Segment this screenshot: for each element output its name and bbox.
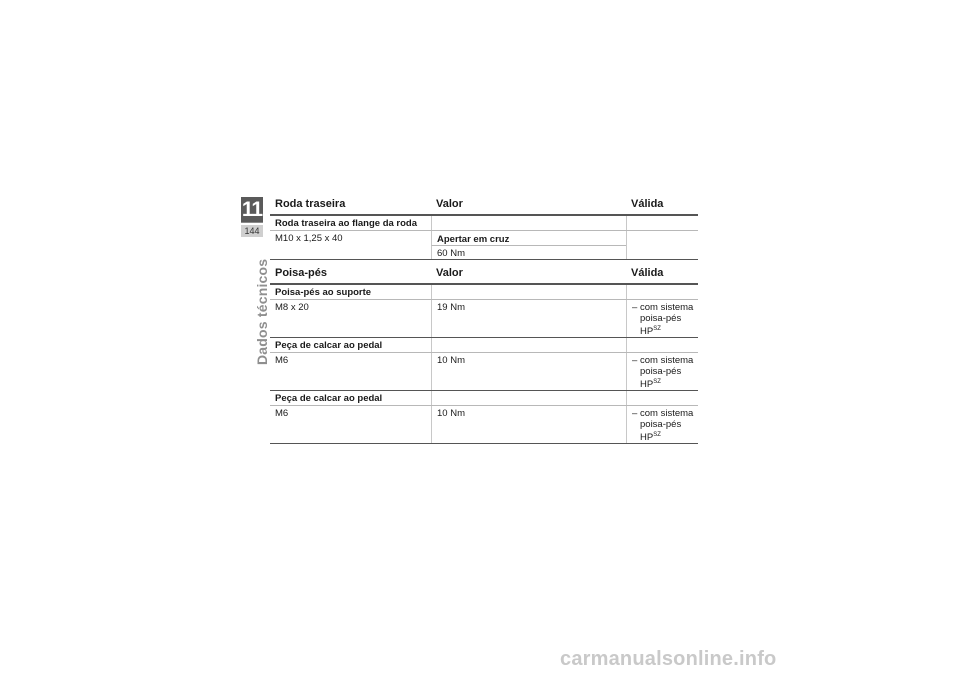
- table-row: M6 10 Nm – com sistema poisa-pés $HP^{SZ}$: [270, 405, 698, 443]
- spec-value: M8 x 20: [275, 302, 309, 313]
- group-label: Peça de calcar ao pedal: [275, 393, 383, 404]
- page-number: 144: [241, 225, 263, 237]
- torque-value: 10 Nm: [437, 408, 465, 419]
- table-row: [270, 245, 698, 259]
- chapter-divider: [241, 222, 263, 223]
- header-col-3: Válida: [631, 267, 664, 279]
- rear-wheel-table: [270, 194, 698, 259]
- method-label: Apertar em cruz: [437, 234, 510, 245]
- torque-value: 19 Nm: [437, 302, 465, 313]
- table-row: M8 x 20 19 Nm – com sistema poisa-pés $HP^{SZ}$: [270, 299, 698, 337]
- torque-value: 10 Nm: [437, 355, 465, 366]
- torque-value: 60 Nm: [437, 248, 465, 259]
- group-label: Roda traseira ao flange da roda: [275, 218, 418, 229]
- spec-value: M6: [275, 408, 289, 419]
- chapter-title: Dados técnicos: [254, 258, 270, 365]
- header-col-1: Roda traseira: [275, 198, 346, 210]
- table-header: [270, 263, 698, 283]
- header-col-2: Valor: [436, 198, 463, 210]
- header-col-2: Valor: [436, 267, 463, 279]
- table-bottom-rule: [270, 443, 698, 444]
- header-col-3: Válida: [631, 198, 664, 210]
- chapter-number: 11: [241, 198, 263, 221]
- watermark: carmanualsonline.info: [560, 648, 777, 670]
- group-label: Poisa-pés ao suporte: [275, 287, 372, 298]
- table-row: [270, 214, 698, 230]
- header-col-1: Poisa-pés: [275, 267, 327, 279]
- spec-value: M6: [275, 355, 289, 366]
- table-row: M6 10 Nm – com sistema poisa-pés $HP^{SZ}$: [270, 352, 698, 390]
- table-bottom-rule: [270, 259, 698, 260]
- table-row: [270, 283, 698, 299]
- group-label: Peça de calcar ao pedal: [275, 340, 383, 351]
- table-row: [270, 337, 698, 352]
- footrest-table: [270, 263, 698, 443]
- table-header: [270, 194, 698, 214]
- spec-value: M10 x 1,25 x 40: [275, 233, 343, 244]
- table-row: [270, 230, 698, 245]
- table-row: [270, 390, 698, 405]
